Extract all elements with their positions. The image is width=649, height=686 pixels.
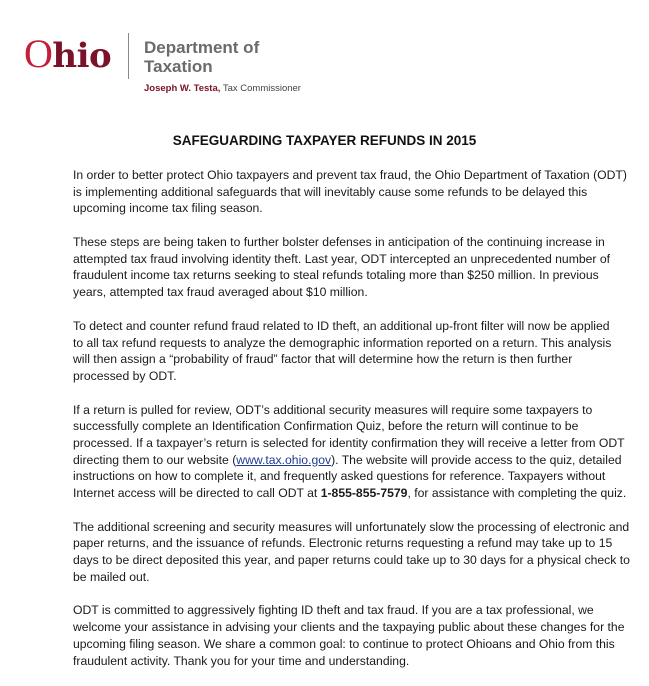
text-line: years, attempted tax fraud averaged about $10 million. (73, 285, 368, 300)
text-line: If a return is pulled for review, ODT’s additional security measures will require some taxpayers to (73, 402, 593, 417)
text-line-with-phone (73, 485, 633, 502)
paragraph-quiz (73, 402, 633, 502)
text-line: paper returns, and the issuance of refunds. Electronic returns requesting a refund may take up to 15 (73, 536, 613, 551)
document-title: SAFEGUARDING TAXPAYER REFUNDS IN 2015 (172, 133, 477, 148)
text-line: days to be direct deposited this year, and paper returns could take up to 30 days for a physical check to (73, 553, 630, 568)
text-line: instructions on how to complete it, and frequently asked questions for reference. Taxpayers without (73, 469, 606, 484)
text-line: attempted tax fraud involving identity theft. Last year, ODT intercepted an unprecedented number of (73, 251, 611, 266)
ohio-logo-rest: hio (52, 36, 112, 76)
ohio-logo-o: O (24, 31, 53, 76)
paragraph-filter (73, 318, 633, 385)
department-line-2: Taxation (144, 57, 213, 76)
commissioner-title: Tax Commissioner (220, 83, 301, 94)
website-link[interactable]: www.tax.ohio.gov (236, 452, 332, 467)
text-line: These steps are being taken to further bolster defenses in anticipation of the continuing increase in (73, 235, 605, 250)
text-line: to all tax refund requests to analyze the demographic information reported on a return. This analysis (73, 335, 612, 350)
phone-number: 1-855-855-7579 (320, 486, 408, 500)
commissioner-line (144, 83, 301, 94)
text-segment: Internet access will be directed to call ODT at (73, 486, 321, 500)
text-line: welcome your assistance in advising your clients and the taxpaying public about these changes for the (73, 620, 625, 635)
department-name (144, 38, 259, 76)
ohio-logo (24, 31, 112, 76)
text-segment: ). The website will provide access to the quiz, detailed (331, 452, 622, 467)
text-line: processed. If a taxpayer’s return is selected for identity confirmation they will receive a letter from ODT (73, 435, 625, 450)
text-line: upcoming income tax filing season. (73, 201, 263, 216)
text-line: processed by ODT. (73, 368, 177, 383)
text-line: fraudulent income tax returns seeking to steal refunds totaling more than $250 million. In previous (73, 268, 599, 283)
paragraph-intro (73, 167, 633, 217)
commissioner-name: Joseph W. Testa, (144, 83, 221, 94)
text-line: In order to better protect Ohio taxpayers and prevent tax fraud, the Ohio Department of Taxation (ODT) (73, 168, 627, 182)
text-line: is implementing additional safeguards that will inevitably cause some refunds to be delayed this (73, 184, 588, 199)
letterhead (0, 0, 649, 110)
text-line: ODT is committed to aggressively fighting ID theft and tax fraud. If you are a tax professional, we (73, 603, 594, 618)
text-line: successfully complete an Identification Confirmation Quiz, before the return will continue to be (73, 419, 579, 434)
paragraph-defenses (73, 234, 633, 301)
text-line: will then assign a “probability of fraud” factor that will determine how the return is then further (73, 352, 573, 367)
text-segment: directing them to our website ( (73, 452, 237, 467)
text-segment: , for assistance with completing the quiz. (407, 486, 627, 500)
text-line-with-link (73, 452, 633, 469)
department-line-1: Department of (144, 38, 260, 57)
document-body (73, 167, 633, 686)
paragraph-closing (73, 602, 633, 669)
text-line: fraudulent activity. Thank you for your time and understanding. (73, 653, 410, 668)
text-line: be mailed out. (73, 569, 150, 584)
logo-divider (128, 33, 129, 79)
text-line: To detect and counter refund fraud related to ID theft, an additional up-front filter will now be applied (73, 318, 610, 333)
text-line: The additional screening and security measures will unfortunately slow the processing of electronic and (73, 519, 630, 534)
paragraph-processing-delay (73, 519, 633, 586)
text-line: upcoming filing season. We share a common goal: to continue to protect Ohioans and Ohio from this (73, 636, 615, 651)
